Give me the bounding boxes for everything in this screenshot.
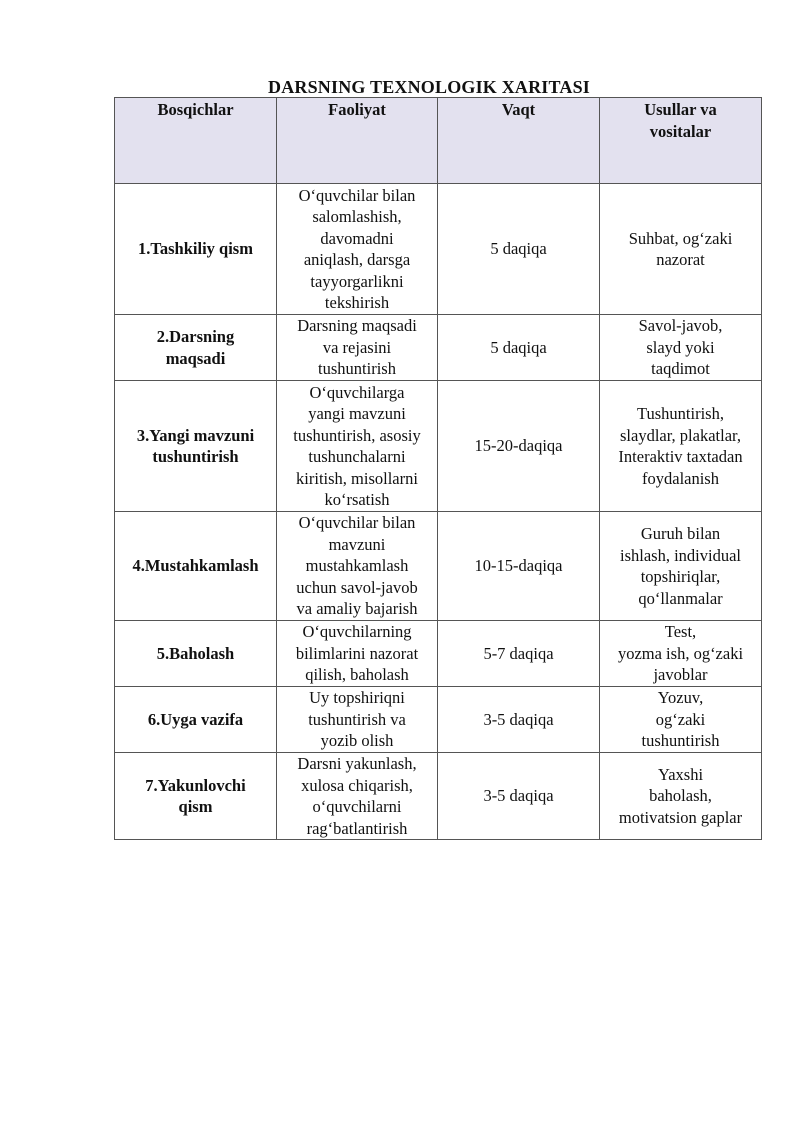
table-row (115, 753, 762, 840)
time-cell: 5-7 daqiqa (438, 621, 600, 687)
methods-cell: Test, yozma ish, og‘zaki javoblar (600, 621, 762, 687)
activity-cell: Uy topshiriqni tushuntirish va yozib olish (277, 687, 438, 753)
time-cell: 5 daqiqa (438, 184, 600, 315)
activity-cell: Darsni yakunlash, xulosa chiqarish, o‘quvchilarni rag‘batlantirish (277, 753, 438, 840)
activity-cell: O‘quvchilarga yangi mavzuni tushuntirish, asosiy tushunchalarni kiritish, misollarni ko‘rsatish (277, 381, 438, 512)
header-time: Vaqt (438, 98, 600, 184)
stage-cell: 6.Uyga vazifa (115, 687, 277, 753)
methods-cell: Savol-javob, slayd yoki taqdimot (600, 315, 762, 381)
activity-cell: Darsning maqsadi va rejasini tushuntirish (277, 315, 438, 381)
table-row (115, 184, 762, 315)
methods-cell: Guruh bilan ishlash, individual topshiriqlar, qo‘llanmalar (600, 512, 762, 621)
stage-cell: 1.Tashkiliy qism (115, 184, 277, 315)
activity-cell: O‘quvchilar bilan mavzuni mustahkamlash uchun savol-javob va amaliy bajarish (277, 512, 438, 621)
document-title: DARSNING TEXNOLOGIK XARITASI (268, 77, 590, 97)
table-row (115, 687, 762, 753)
methods-cell: Yaxshi baholash, motivatsion gaplar (600, 753, 762, 840)
table-row (115, 381, 762, 512)
time-cell: 3-5 daqiqa (438, 753, 600, 840)
stage-cell: 4.Mustahkamlash (115, 512, 277, 621)
activity-cell: O‘quvchilar bilan salomlashish, davomadni aniqlash, darsga tayyorgarlikni tekshirish (277, 184, 438, 315)
header-activity: Faoliyat (277, 98, 438, 184)
stage-cell: 7.Yakunlovchi qism (115, 753, 277, 840)
methods-cell: Yozuv, og‘zaki tushuntirish (600, 687, 762, 753)
header-stages: Bosqichlar (115, 98, 277, 184)
header-methods: Usullar va vositalar (600, 98, 762, 184)
table-header-row (115, 98, 762, 184)
methods-cell: Tushuntirish, slaydlar, plakatlar, Interaktiv taxtadan foydalanish (600, 381, 762, 512)
table-row (115, 315, 762, 381)
stage-cell: 5.Baholash (115, 621, 277, 687)
time-cell: 10-15-daqiqa (438, 512, 600, 621)
methods-cell: Suhbat, og‘zaki nazorat (600, 184, 762, 315)
time-cell: 3-5 daqiqa (438, 687, 600, 753)
time-cell: 15-20-daqiqa (438, 381, 600, 512)
time-cell: 5 daqiqa (438, 315, 600, 381)
table-row (115, 621, 762, 687)
technology-map-table (114, 97, 762, 840)
table-row (115, 512, 762, 621)
stage-cell: 3.Yangi mavzuni tushuntirish (115, 381, 277, 512)
stage-cell: 2.Darsning maqsadi (115, 315, 277, 381)
activity-cell: O‘quvchilarning bilimlarini nazorat qilish, baholash (277, 621, 438, 687)
